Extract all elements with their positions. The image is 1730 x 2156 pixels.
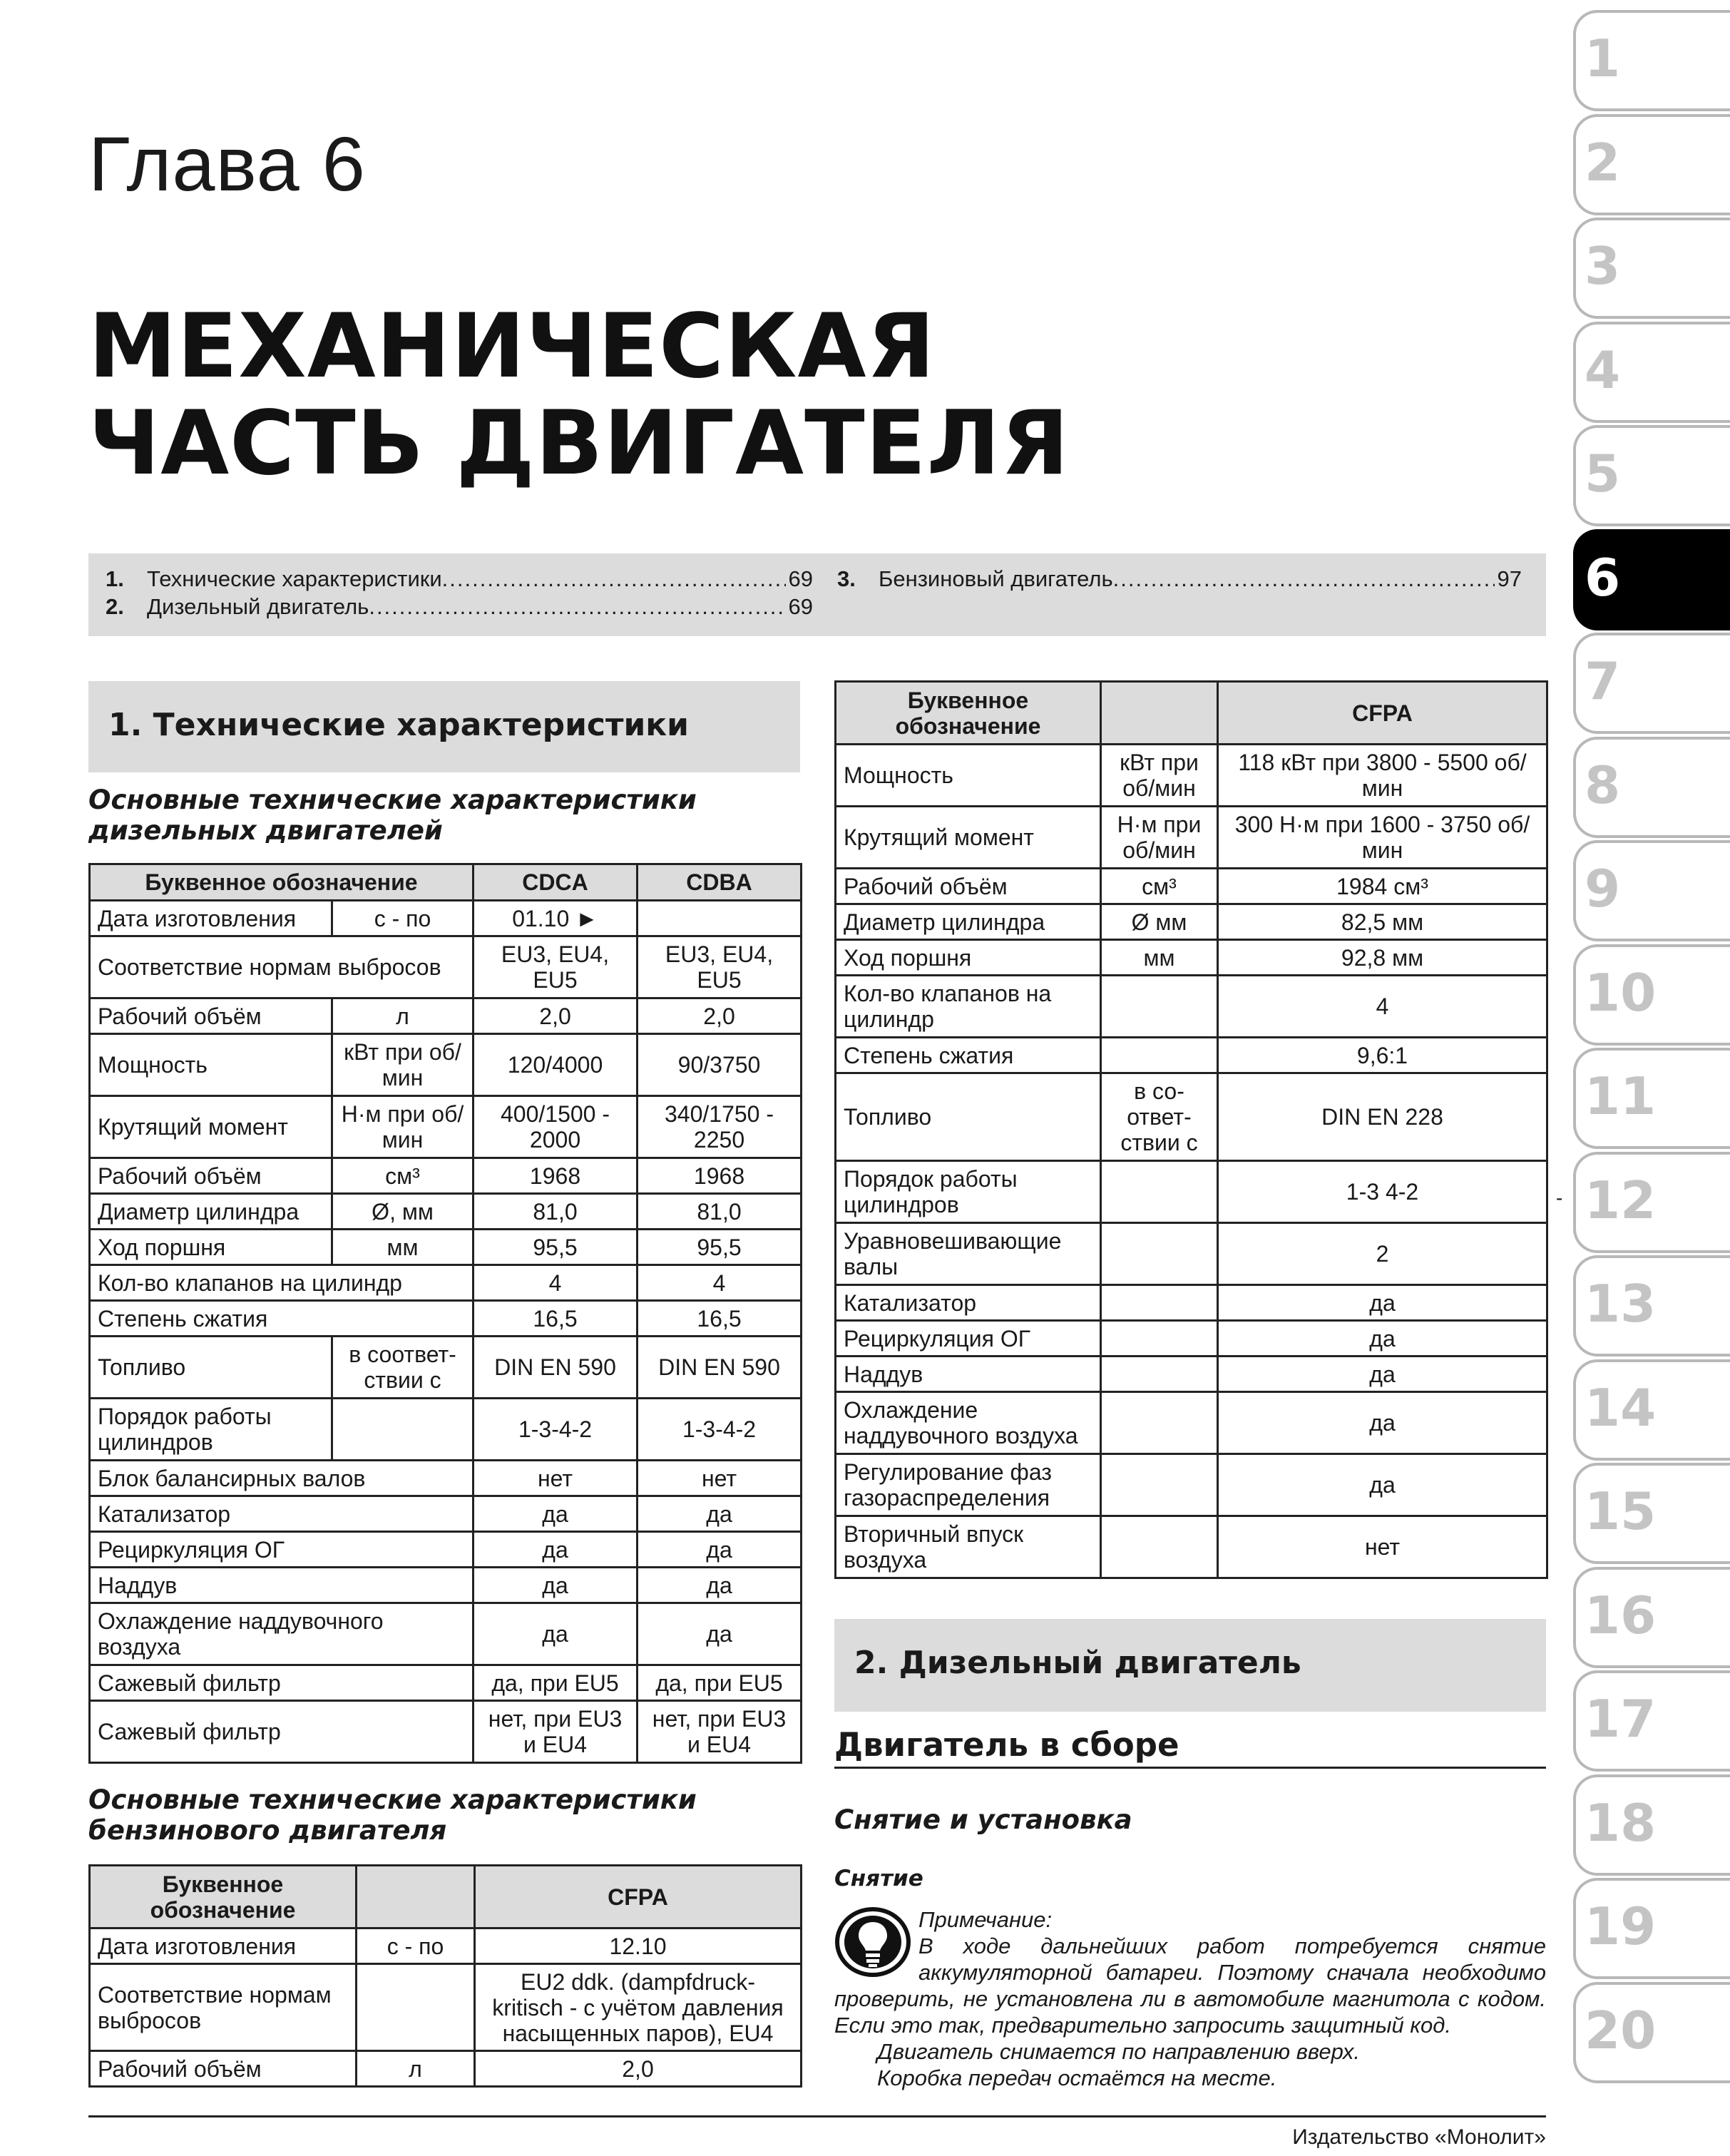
param-cell: Рабочий объём (836, 869, 1101, 904)
value-cell: 81,0 (474, 1194, 638, 1230)
param-cell: Кол-во клапанов на цилиндр (90, 1265, 474, 1301)
param-cell: Сажевый фильтр (90, 1665, 474, 1701)
table-row (836, 1038, 1547, 1073)
unit-cell (1101, 1454, 1218, 1516)
param-cell: Ход поршня (90, 1230, 332, 1265)
table-row (90, 1568, 802, 1603)
value-cell: 95,5 (638, 1230, 802, 1265)
param-cell: Блок балансирных валов (90, 1461, 474, 1496)
table-header-row (90, 864, 802, 901)
value-cell: 90/3750 (638, 1034, 802, 1096)
unit-cell (1101, 1161, 1218, 1223)
column-header: CDBA (638, 864, 802, 901)
toc-item-number: 1. (106, 566, 124, 591)
param-cell: Регулирование фаз газораспределения (836, 1454, 1101, 1516)
chapter-label: Глава 6 (88, 121, 366, 207)
value-cell: 2,0 (475, 2051, 802, 2087)
value-cell: 82,5 мм (1218, 904, 1547, 940)
param-cell: Охлаждение наддувочного воздуха (836, 1392, 1101, 1454)
value-cell: да (474, 1532, 638, 1568)
param-cell: Наддув (90, 1568, 474, 1603)
toc-item[interactable] (106, 566, 813, 594)
chapter-tab-label: 3 (1585, 236, 1621, 296)
table-row (90, 1399, 802, 1461)
unit-cell: кВт при об/мин (1101, 745, 1218, 807)
unit-cell: с - по (357, 1928, 475, 1964)
value-cell: 1-3-4-2 (474, 1399, 638, 1461)
chapter-tab-label: 10 (1585, 962, 1657, 1023)
chapter-tab-10[interactable] (1573, 944, 1730, 1046)
chapter-tab-label: 19 (1585, 1896, 1657, 1956)
subtitle-line: Основные технические характеристики (88, 1784, 697, 1815)
value-cell: 1968 (474, 1158, 638, 1194)
value-cell: да (638, 1603, 802, 1665)
table-row (90, 1928, 802, 1964)
chapter-tab-label: 15 (1585, 1481, 1657, 1541)
value-cell: нет (638, 1461, 802, 1496)
value-cell: да (474, 1568, 638, 1603)
unit-cell: в соответ- ствии с (332, 1337, 474, 1399)
subtitle-line: дизельных двигателей (88, 815, 443, 846)
value-cell: DIN EN 590 (638, 1337, 802, 1399)
chapter-tab-20[interactable] (1573, 1982, 1730, 2083)
value-cell: 4 (638, 1265, 802, 1301)
unit-cell: с - по (332, 901, 474, 936)
chapter-tab-label: 12 (1585, 1170, 1657, 1230)
table-row (90, 1158, 802, 1194)
unit-cell: л (357, 2051, 475, 2087)
table-row (90, 1096, 802, 1158)
column-header: CDCA (474, 864, 638, 901)
param-cell: Мощность (90, 1034, 332, 1096)
column-header: Буквенное обозначение (90, 1866, 357, 1928)
value-cell: да (474, 1603, 638, 1665)
param-cell: Топливо (90, 1337, 332, 1399)
unit-cell: Ø мм (1101, 904, 1218, 940)
value-cell: да (1218, 1392, 1547, 1454)
param-cell: Рабочий объём (90, 2051, 357, 2087)
table-row (836, 1073, 1547, 1161)
unit-cell (1101, 976, 1218, 1038)
column-header: CFPA (475, 1866, 802, 1928)
param-cell: Крутящий момент (836, 807, 1101, 869)
value-cell: нет (474, 1461, 638, 1496)
unit-cell (1101, 1516, 1218, 1578)
value-cell: да (474, 1496, 638, 1532)
value-cell: да (1218, 1321, 1547, 1357)
note-label: Примечание: (918, 1907, 1053, 1932)
param-cell: Дата изготовления (90, 1928, 357, 1964)
table-of-contents (88, 553, 1546, 636)
table-row (90, 1194, 802, 1230)
chapter-tab-15[interactable] (1573, 1463, 1730, 1564)
value-cell: EU3, EU4, EU5 (474, 936, 638, 998)
toc-column-left (106, 566, 813, 622)
column-header: Буквенное обозначение (90, 864, 474, 901)
chapter-tab-5[interactable] (1573, 425, 1730, 526)
table-row (836, 1454, 1547, 1516)
param-cell: Дата изготовления (90, 901, 332, 936)
value-cell: да (1218, 1357, 1547, 1392)
param-cell: Крутящий момент (90, 1096, 332, 1158)
table-row (90, 998, 802, 1034)
value-cell: 12.10 (475, 1928, 802, 1964)
table-row (90, 1337, 802, 1399)
value-cell: 4 (1218, 976, 1547, 1038)
note-line: Двигатель снимается по направлению вверх. (877, 2039, 1360, 2064)
chapter-title-line1: МЕХАНИЧЕСКАЯ (88, 295, 936, 398)
column-header: CFPA (1218, 682, 1547, 745)
unit-cell: см³ (332, 1158, 474, 1194)
unit-cell (1101, 1321, 1218, 1357)
table-row (90, 1603, 802, 1665)
unit-cell (1101, 1223, 1218, 1285)
value-cell: 400/1500 - 2000 (474, 1096, 638, 1158)
section-heading: 2. Дизельный двигатель (854, 1645, 1301, 1681)
chapter-tab-label: 2 (1585, 132, 1621, 193)
param-cell: Степень сжатия (836, 1038, 1101, 1073)
param-cell: Рециркуляция ОГ (90, 1532, 474, 1568)
param-cell: Степень сжатия (90, 1301, 474, 1337)
table-row (836, 976, 1547, 1038)
unit-cell: кВт при об/мин (332, 1034, 474, 1096)
unit-cell: мм (332, 1230, 474, 1265)
param-cell: Кол-во клапанов на цилиндр (836, 976, 1101, 1038)
value-cell: 01.10 ► (474, 901, 638, 936)
chapter-tab-8[interactable] (1573, 737, 1730, 838)
value-cell: DIN EN 590 (474, 1337, 638, 1399)
table-row (90, 1665, 802, 1701)
param-cell: Охлаждение наддувочного воздуха (90, 1603, 474, 1665)
subtitle-line: бензинового двигателя (88, 1815, 447, 1846)
value-cell: 300 Н·м при 1600 - 3750 об/мин (1218, 807, 1547, 869)
chapter-tab-2[interactable] (1573, 114, 1730, 215)
value-cell: да, при EU5 (474, 1665, 638, 1701)
param-cell: Соответствие нормам выбросов (90, 936, 474, 998)
value-cell: 4 (474, 1265, 638, 1301)
table-row (836, 1321, 1547, 1357)
param-cell: Порядок работы цилиндров (836, 1161, 1101, 1223)
chapter-tab-12[interactable] (1573, 1152, 1730, 1253)
toc-item-page: 97 (1497, 566, 1522, 591)
table-row (90, 1701, 802, 1763)
chapter-tab-label: 20 (1585, 2000, 1657, 2060)
chapter-tab-label: 4 (1585, 339, 1621, 400)
param-cell: Мощность (836, 745, 1101, 807)
unit-cell: см³ (1101, 869, 1218, 904)
section-heading: 1. Технические характеристики (108, 707, 689, 743)
value-cell: 92,8 мм (1218, 940, 1547, 976)
toc-item[interactable] (837, 566, 1522, 594)
petrol-specs-table-left (88, 1864, 802, 2088)
table-row (836, 1357, 1547, 1392)
value-cell: 120/4000 (474, 1034, 638, 1096)
procedure-heading: Снятие и установка (834, 1804, 1132, 1835)
chapter-tab-4[interactable] (1573, 322, 1730, 423)
toc-item-page: 69 (788, 566, 813, 591)
publisher-credit: Издательство «Монолит» (1292, 2125, 1546, 2149)
value-cell: 16,5 (638, 1301, 802, 1337)
value-cell: да (1218, 1285, 1547, 1321)
unit-cell: мм (1101, 940, 1218, 976)
toc-column-right (837, 566, 1522, 594)
table-row (836, 1223, 1547, 1285)
value-cell: 118 кВт при 3800 - 5500 об/мин (1218, 745, 1547, 807)
chapter-tab-19[interactable] (1573, 1878, 1730, 1979)
diesel-specs-subtitle (88, 785, 697, 846)
table-row (90, 1532, 802, 1568)
chapter-tab-label: 14 (1585, 1377, 1657, 1438)
unit-cell: л (332, 998, 474, 1034)
unit-cell: Н·м при об/мин (332, 1096, 474, 1158)
chapter-tab-label: 9 (1585, 859, 1621, 919)
toc-leader-dots (442, 566, 786, 592)
table-row (90, 1496, 802, 1532)
chapter-tab-label: 11 (1585, 1066, 1657, 1126)
chapter-tab-9[interactable] (1573, 840, 1730, 941)
chapter-title (88, 295, 1070, 495)
table-header-row (90, 1866, 802, 1928)
value-cell: 2,0 (638, 998, 802, 1034)
chapter-tab-14[interactable] (1573, 1359, 1730, 1461)
chapter-tab-label: 8 (1585, 755, 1621, 815)
value-cell: 9,6:1 (1218, 1038, 1547, 1073)
section-heading-box (88, 681, 800, 772)
toc-item-title: Технические характеристики (147, 566, 442, 591)
chapter-tab-13[interactable] (1573, 1255, 1730, 1357)
table-row (90, 1301, 802, 1337)
table-row (836, 807, 1547, 869)
chapter-tab-label: 17 (1585, 1689, 1657, 1749)
table-row (90, 936, 802, 998)
param-cell: Катализатор (836, 1285, 1101, 1321)
footer-divider (88, 2115, 1546, 2117)
table-row (836, 904, 1547, 940)
chapter-title-line2: ЧАСТЬ ДВИГАТЕЛЯ (88, 392, 1070, 495)
param-cell: Катализатор (90, 1496, 474, 1532)
param-cell: Ход поршня (836, 940, 1101, 976)
value-cell: да (638, 1496, 802, 1532)
toc-item-page: 69 (788, 594, 813, 619)
param-cell: Диаметр цилиндра (90, 1194, 332, 1230)
chapter-tab-label: 1 (1585, 29, 1621, 88)
unit-cell (1101, 1392, 1218, 1454)
chapter-tab-label: 13 (1585, 1274, 1657, 1334)
param-cell: Рециркуляция ОГ (836, 1321, 1101, 1357)
param-cell: Рабочий объём (90, 1158, 332, 1194)
subtitle-line: Основные технические характеристики (88, 785, 697, 815)
toc-item-number: 2. (106, 594, 124, 619)
unit-cell: в со- ответ- ствии с (1101, 1073, 1218, 1161)
petrol-specs-table-right (834, 680, 1548, 1579)
chapter-tab-3[interactable] (1573, 218, 1730, 319)
unit-cell (1101, 1357, 1218, 1392)
chapter-tab-label: 16 (1585, 1585, 1657, 1645)
table-row (90, 1265, 802, 1301)
value-cell: 340/1750 - 2250 (638, 1096, 802, 1158)
table-row (836, 1392, 1547, 1454)
table-header-row (836, 682, 1547, 745)
chapter-tab-16[interactable] (1573, 1567, 1730, 1668)
unit-cell (332, 1399, 474, 1461)
unit-cell (1101, 1285, 1218, 1321)
subsection-heading: Двигатель в сборе (834, 1726, 1546, 1769)
param-cell: Уравновешивающие валы (836, 1223, 1101, 1285)
unit-cell: Н·м при об/мин (1101, 807, 1218, 869)
chapter-tab-label: 7 (1585, 651, 1621, 711)
chapter-tab-label: 18 (1585, 1792, 1657, 1853)
table-row (836, 1161, 1547, 1223)
margin-mark: - (1556, 1187, 1563, 1209)
table-row (90, 1034, 802, 1096)
petrol-specs-subtitle (88, 1784, 697, 1846)
value-cell: нет (1218, 1516, 1547, 1578)
chapter-tab-6[interactable] (1573, 529, 1730, 630)
param-cell: Диаметр цилиндра (836, 904, 1101, 940)
table-row (836, 940, 1547, 976)
value-cell: DIN EN 228 (1218, 1073, 1547, 1161)
value-cell: нет, при EU3 и EU4 (638, 1701, 802, 1763)
value-cell: 2,0 (474, 998, 638, 1034)
toc-item-title: Дизельный двигатель (147, 594, 369, 619)
table-row (90, 1230, 802, 1265)
value-cell: да (638, 1568, 802, 1603)
chapter-tab-label: 5 (1585, 444, 1621, 504)
section-heading-box (834, 1619, 1546, 1712)
param-cell: Рабочий объём (90, 998, 332, 1034)
value-cell: да, при EU5 (638, 1665, 802, 1701)
column-header (1101, 682, 1218, 745)
table-row (90, 1964, 802, 2051)
value-cell: 2 (1218, 1223, 1547, 1285)
column-header: Буквенное обозначение (836, 682, 1101, 745)
toc-item-number: 3. (837, 566, 856, 591)
value-cell: EU2 ddk. (dampfdruck- kritisch - с учётом давления насыщенных паров), EU4 (475, 1964, 802, 2051)
toc-item-title: Бензиновый двигатель (879, 566, 1113, 591)
table-row (90, 901, 802, 936)
value-cell: 16,5 (474, 1301, 638, 1337)
toc-item[interactable] (106, 594, 813, 622)
chapter-tab-1[interactable] (1573, 10, 1730, 111)
column-header (357, 1866, 475, 1928)
chapter-tab-18[interactable] (1573, 1774, 1730, 1876)
value-cell (638, 901, 802, 936)
toc-leader-dots (1113, 566, 1495, 592)
table-row (90, 1461, 802, 1496)
note-block (834, 1906, 1546, 2091)
table-row (836, 869, 1547, 904)
note-text: В ходе дальнейших работ потребуется снятие аккумуляторной батареи. Поэтому сначала необходимо проверить, не установлена ли в автомобиле магнитола с кодом. Если это так, предварительно запросить защитный код. (834, 1933, 1546, 2038)
value-cell: 1-3-4-2 (638, 1399, 802, 1461)
value-cell: да (1218, 1454, 1547, 1516)
diesel-specs-table (88, 863, 802, 1764)
chapter-tab-17[interactable] (1573, 1670, 1730, 1772)
param-cell: Сажевый фильтр (90, 1701, 474, 1763)
value-cell: 1-3 4-2 (1218, 1161, 1547, 1223)
unit-cell (357, 1964, 475, 2051)
unit-cell: Ø, мм (332, 1194, 474, 1230)
table-row (836, 745, 1547, 807)
param-cell: Топливо (836, 1073, 1101, 1161)
param-cell: Соответствие нормам выбросов (90, 1964, 357, 2051)
note-line: Коробка передач остаётся на месте. (877, 2065, 1277, 2090)
value-cell: 95,5 (474, 1230, 638, 1265)
table-row (836, 1516, 1547, 1578)
value-cell: 1968 (638, 1158, 802, 1194)
chapter-tab-11[interactable] (1573, 1048, 1730, 1149)
table-row (836, 1285, 1547, 1321)
chapter-tab-label: 6 (1585, 547, 1621, 608)
value-cell: нет, при EU3 и EU4 (474, 1701, 638, 1763)
param-cell: Наддув (836, 1357, 1101, 1392)
chapter-tab-7[interactable] (1573, 633, 1730, 734)
unit-cell (1101, 1038, 1218, 1073)
param-cell: Порядок работы цилиндров (90, 1399, 332, 1461)
value-cell: да (638, 1532, 802, 1568)
table-row (90, 2051, 802, 2087)
value-cell: 1984 см³ (1218, 869, 1547, 904)
value-cell: EU3, EU4, EU5 (638, 936, 802, 998)
lightbulb-icon (834, 1906, 911, 1978)
param-cell: Вторичный впуск воздуха (836, 1516, 1101, 1578)
toc-leader-dots (369, 594, 785, 620)
value-cell: 81,0 (638, 1194, 802, 1230)
step-heading: Снятие (834, 1866, 923, 1891)
